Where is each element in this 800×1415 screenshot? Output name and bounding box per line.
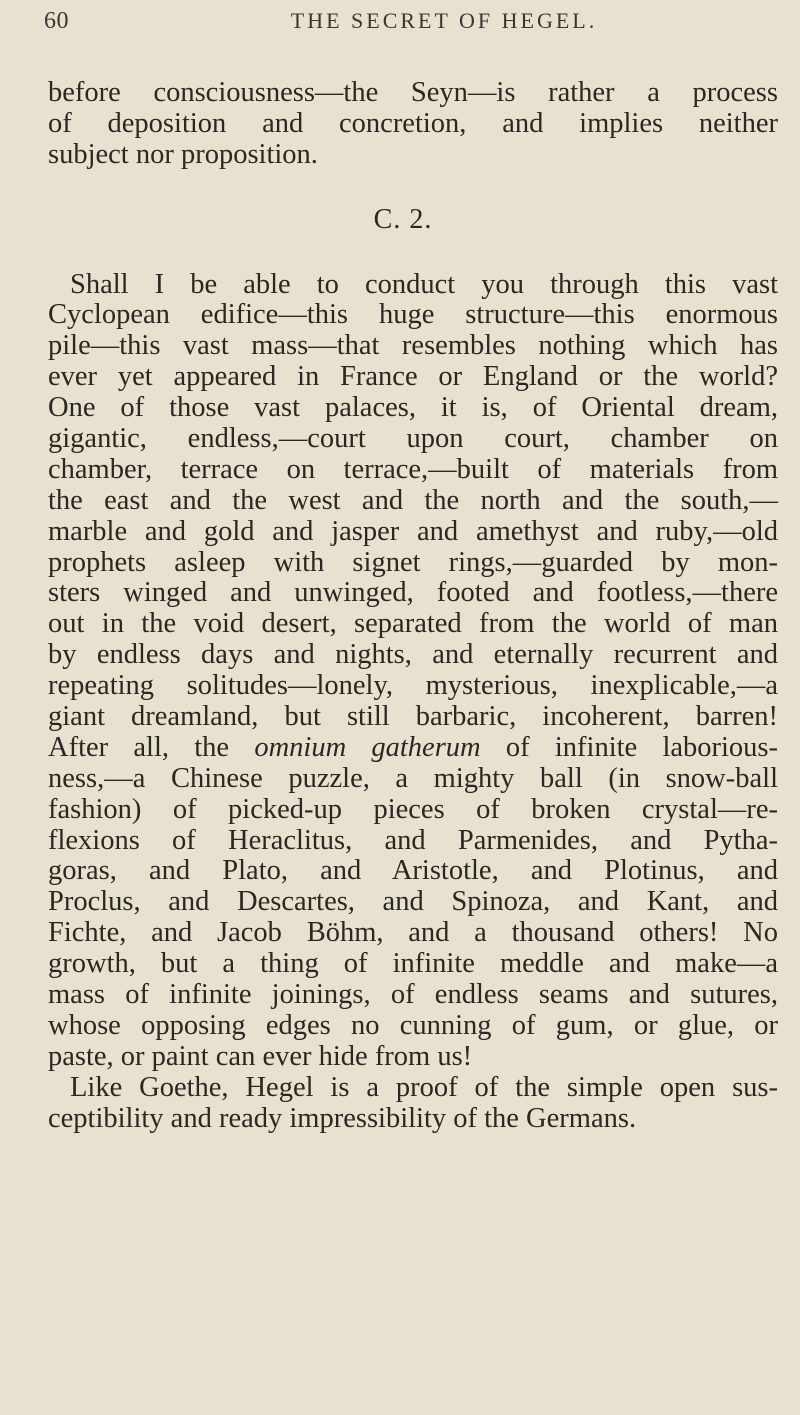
section-heading: C. 2. [373, 203, 433, 235]
body-text [48, 78, 778, 1135]
text-line: mass of infinite joinings, of endless seams and sutures, [48, 979, 778, 1011]
opening-paragraph [48, 78, 778, 171]
text-line: Cyclopean edifice—this huge structure—this enormous [48, 299, 778, 331]
text-line: before consciousness—the Seyn—is rather a process [48, 77, 778, 108]
text-line: One of those vast palaces, it is, of Oriental dream, [48, 392, 778, 424]
latin-phrase: omnium gatherum [254, 731, 481, 763]
text-line: fashion) of picked-up pieces of broken crystal—re- [48, 793, 778, 825]
text-line: ever yet appeared in France or England or the world? [48, 361, 778, 393]
text-line-with-italic [48, 733, 778, 764]
text-line: growth, but a thing of infinite meddle and make—a [48, 948, 778, 980]
text-line: ness,—a Chinese puzzle, a mighty ball (in snow-ball [48, 762, 778, 794]
text-line: whose opposing edges no cunning of gum, or glue, or [48, 1009, 778, 1041]
text-line: out in the void desert, separated from the world of man [48, 608, 778, 640]
text-line: Proclus, and Descartes, and Spinoza, and Kant, and [48, 886, 778, 918]
closing-paragraph [48, 1073, 778, 1135]
text-line: by endless days and nights, and eternally recurrent and [48, 639, 778, 671]
text-fragment: After all, the [48, 731, 255, 763]
text-line: Shall I be able to conduct you through this vast [70, 268, 778, 300]
text-line: Like Goethe, Hegel is a proof of the simple open sus- [70, 1071, 778, 1103]
running-title: THE SECRET OF HEGEL. [290, 8, 598, 33]
text-line: gigantic, endless,—court upon court, chamber on [48, 423, 778, 455]
text-line: marble and gold and jasper and amethyst and ruby,—old [48, 515, 778, 547]
text-line: chamber, terrace on terrace,—built of materials from [48, 453, 778, 485]
text-line: sters winged and unwinged, footed and footless,—there [48, 577, 778, 609]
text-line: goras, and Plato, and Aristotle, and Plotinus, and [48, 855, 778, 887]
text-fragment: of infinite laborious- [480, 731, 778, 763]
text-line: the east and the west and the north and the south,— [48, 484, 778, 516]
text-line: pile—this vast mass—that resembles nothing which has [48, 330, 778, 362]
page-number: 60 [44, 8, 69, 34]
text-line: prophets asleep with signet rings,—guarded by mon- [48, 546, 778, 578]
text-line: of deposition and concretion, and implies neither [48, 107, 778, 139]
text-line: Fichte, and Jacob Böhm, and a thousand others! No [48, 917, 778, 949]
running-head [44, 8, 764, 38]
text-line: giant dreamland, but still barbaric, incoherent, barren! [48, 701, 778, 733]
text-line: ceptibility and ready impressibility of the Germans. [48, 1102, 637, 1134]
main-paragraph [48, 270, 778, 1073]
text-line: subject nor proposition. [48, 138, 318, 170]
text-line: flexions of Heraclitus, and Parmenides, and Pytha- [48, 824, 778, 856]
text-line: repeating solitudes—lonely, mysterious, inexplicable,—a [48, 670, 778, 702]
text-line: paste, or paint can ever hide from us! [48, 1040, 473, 1072]
